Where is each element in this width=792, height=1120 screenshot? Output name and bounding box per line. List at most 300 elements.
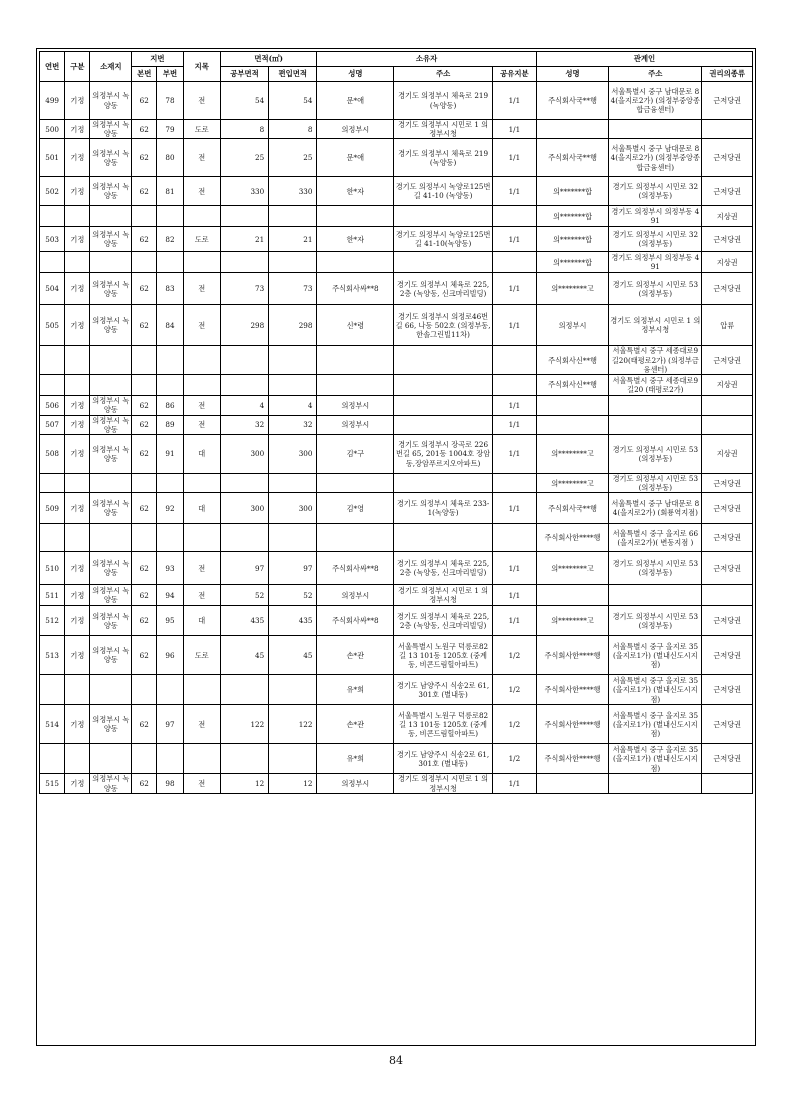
cell-owner-name: 주식회사싸**8 [317,273,394,305]
cell-related-address [609,585,702,606]
cell-related-name: 주식회사국**행 [536,82,608,120]
cell-lot-main [132,375,157,396]
cell-lot-main: 62 [132,774,157,793]
cell-lot-sub [157,524,183,552]
cell-land-category [183,524,220,552]
cell-owner-name: 한*자 [317,177,394,206]
cell-land-category: 전 [183,705,220,744]
cell-area-official: 45 [220,636,268,675]
cell-owner-name: 손*관 [317,705,394,744]
cell-owner-name: 의정부시 [317,585,394,606]
cell-related-address: 서울특별시 중구 남대문로 84(을지로2가) (의정부중앙종합금융센터) [609,139,702,177]
cell-owner-address [394,415,493,434]
cell-no [40,252,65,273]
cell-area-official: 8 [220,120,268,139]
cell-owner-address [394,473,493,492]
cell-related-name: 주식회사신**행 [536,375,608,396]
cell-related-address [609,415,702,434]
cell-owner-address: 경기도 의정부시 체육로 225, 2층 (녹양동, 신크마리빌딩) [394,552,493,585]
cell-lot-sub [157,675,183,705]
cell-lot-sub: 78 [157,82,183,120]
table-row [40,120,753,139]
cell-related-name: 의*******합 [536,177,608,206]
cell-type: 기정 [65,396,90,415]
cell-related-name [536,120,608,139]
cell-owner-name: 김*영 [317,493,394,524]
cell-no [40,375,65,396]
cell-type: 기정 [65,227,90,252]
cell-lot-sub: 89 [157,415,183,434]
cell-owner-share: 1/2 [492,675,536,705]
cell-owner-name [317,524,394,552]
cell-type: 기정 [65,493,90,524]
header-related-address: 주소 [609,67,702,82]
cell-land-category: 전 [183,774,220,793]
cell-owner-address: 서울특별시 노원구 덕릉로82길 13 101동 1205호 (중계동, 비콘드림힐아파트) [394,705,493,744]
table-row [40,227,753,252]
cell-owner-share [492,375,536,396]
cell-related-address [609,396,702,415]
cell-owner-name [317,473,394,492]
cell-related-name: 주식회사한****행 [536,705,608,744]
cell-owner-share [492,346,536,375]
cell-owner-name: 의정부시 [317,396,394,415]
cell-owner-address: 경기도 의정부시 녹양로125번길 41-10 (녹양동) [394,177,493,206]
cell-owner-share: 1/1 [492,415,536,434]
cell-owner-address: 경기도 의정부시 체육로 219(녹양동) [394,139,493,177]
cell-location [90,375,132,396]
cell-lot-sub [157,252,183,273]
cell-type: 기정 [65,434,90,473]
cell-no [40,744,65,774]
cell-area-official: 54 [220,82,268,120]
cell-area-official: 25 [220,139,268,177]
cell-owner-share: 1/1 [492,552,536,585]
cell-right-type [702,415,753,434]
cell-owner-share [492,473,536,492]
table-row [40,346,753,375]
table-row [40,396,753,415]
header-owner-address: 주소 [394,67,493,82]
cell-location: 의정부시 녹양동 [90,227,132,252]
cell-lot-main [132,744,157,774]
cell-no [40,473,65,492]
cell-right-type: 근저당권 [702,524,753,552]
cell-type [65,473,90,492]
cell-related-address: 경기도 의정부시 시민로 53(의정부동) [609,606,702,636]
cell-location: 의정부시 녹양동 [90,552,132,585]
cell-right-type: 지상권 [702,206,753,227]
cell-location [90,524,132,552]
cell-no: 514 [40,705,65,744]
cell-lot-sub: 83 [157,273,183,305]
cell-lot-sub [157,744,183,774]
cell-related-name: 의*******합 [536,227,608,252]
cell-no: 502 [40,177,65,206]
cell-type [65,252,90,273]
cell-area-included [269,524,317,552]
cell-owner-name: 주식회사싸**8 [317,606,394,636]
table-row [40,606,753,636]
cell-right-type: 근저당권 [702,177,753,206]
cell-lot-sub [157,346,183,375]
cell-related-name [536,585,608,606]
table-row [40,139,753,177]
cell-no: 512 [40,606,65,636]
header-area: 면적(㎡) [220,52,317,67]
cell-area-included [269,252,317,273]
cell-type: 기정 [65,636,90,675]
cell-related-name [536,415,608,434]
cell-lot-sub: 92 [157,493,183,524]
cell-land-category [183,473,220,492]
header-lot-sub: 부번 [157,67,183,82]
cell-no: 505 [40,305,65,346]
cell-related-name: 주식회사한****행 [536,524,608,552]
cell-lot-sub: 98 [157,774,183,793]
header-area-official: 공부면적 [220,67,268,82]
cell-related-name: 주식회사국**행 [536,139,608,177]
cell-type: 기정 [65,585,90,606]
cell-no [40,524,65,552]
cell-related-address: 경기도 의정부시 시민로 53(의정부동) [609,273,702,305]
cell-owner-address: 경기도 남양주시 식송2로 61, 301호 (별내동) [394,675,493,705]
cell-related-address: 서울특별시 중구 세종대로9길20(태평로2가) (의정부금융센터) [609,346,702,375]
cell-lot-main: 62 [132,305,157,346]
cell-owner-share [492,252,536,273]
cell-area-included: 45 [269,636,317,675]
cell-lot-sub: 96 [157,636,183,675]
cell-related-address: 경기도 의정부시 시민로 53(의정부동) [609,434,702,473]
cell-type [65,524,90,552]
cell-owner-address: 서울특별시 노원구 덕릉로82길 13 101동 1205호 (중계동, 비콘드림힐아파트) [394,636,493,675]
table-row [40,744,753,774]
cell-owner-share: 1/2 [492,636,536,675]
cell-area-official [220,744,268,774]
table-row [40,82,753,120]
cell-lot-main: 62 [132,273,157,305]
table-row [40,305,753,346]
cell-lot-main: 62 [132,606,157,636]
cell-land-category: 전 [183,585,220,606]
cell-related-name: 주식회사한****행 [536,744,608,774]
cell-owner-share: 1/1 [492,434,536,473]
cell-area-official [220,675,268,705]
cell-no [40,206,65,227]
cell-type [65,744,90,774]
cell-owner-address: 경기도 의정부시 체육로 233-1(녹양동) [394,493,493,524]
cell-related-address: 경기도 의정부시 시민로 32(의정부동) [609,227,702,252]
cell-area-included: 12 [269,774,317,793]
cell-owner-name [317,252,394,273]
table-row [40,585,753,606]
cell-related-address: 서울특별시 중구 을지로 35 (을지로1가) (별내신도시지점) [609,675,702,705]
cell-owner-address: 경기도 의정부시 체육로 225, 2층 (녹양동, 신크마리빌딩) [394,606,493,636]
cell-related-address: 서울특별시 중구 을지로 66 (을지로2가)( 변동지점 ) [609,524,702,552]
cell-related-name: 의********고 [536,273,608,305]
cell-area-included: 4 [269,396,317,415]
cell-location: 의정부시 녹양동 [90,636,132,675]
cell-owner-share: 1/1 [492,774,536,793]
header-lot-main: 본번 [132,67,157,82]
cell-location [90,252,132,273]
table-row [40,473,753,492]
cell-location: 의정부시 녹양동 [90,177,132,206]
cell-area-included: 300 [269,493,317,524]
header-area-included: 편입면적 [269,67,317,82]
cell-no: 506 [40,396,65,415]
cell-owner-name: 의정부시 [317,415,394,434]
cell-right-type: 지상권 [702,252,753,273]
cell-owner-share: 1/1 [492,139,536,177]
cell-related-address: 서울특별시 중구 을지로 35 (을지로1가) (별내신도시지점) [609,744,702,774]
cell-type: 기정 [65,606,90,636]
cell-area-included: 54 [269,82,317,120]
cell-related-address: 서울특별시 중구 남대문로 84(을지로2가) (회룡역지점) [609,493,702,524]
cell-lot-sub: 95 [157,606,183,636]
cell-owner-name: 김*구 [317,434,394,473]
cell-lot-sub: 94 [157,585,183,606]
page-number: 84 [389,1054,403,1067]
cell-right-type [702,120,753,139]
cell-lot-sub: 84 [157,305,183,346]
cell-owner-name: 의정부시 [317,120,394,139]
cell-right-type: 근저당권 [702,346,753,375]
cell-land-category [183,206,220,227]
table-row [40,415,753,434]
cell-lot-main: 62 [132,82,157,120]
cell-no [40,346,65,375]
table-row [40,375,753,396]
cell-area-included: 330 [269,177,317,206]
cell-no: 501 [40,139,65,177]
cell-type: 기정 [65,139,90,177]
cell-area-official [220,473,268,492]
cell-no: 515 [40,774,65,793]
cell-owner-share: 1/1 [492,493,536,524]
header-land-category: 지목 [183,52,220,82]
cell-land-category [183,675,220,705]
cell-owner-address: 경기도 의정부시 의정로46번길 66, 나동 502호 (의정부동, 한솔그린빌11차) [394,305,493,346]
table-row [40,493,753,524]
cell-area-included [269,675,317,705]
cell-related-name [536,396,608,415]
cell-owner-name: 유*희 [317,675,394,705]
cell-area-included: 21 [269,227,317,252]
cell-location: 의정부시 녹양동 [90,705,132,744]
header-owner: 소유자 [317,52,536,67]
header-related-name: 성명 [536,67,608,82]
cell-owner-address [394,346,493,375]
cell-area-included: 97 [269,552,317,585]
cell-related-address: 경기도 의정부시 시민로 32(의정부동) [609,177,702,206]
cell-lot-main: 62 [132,396,157,415]
cell-land-category: 도로 [183,227,220,252]
cell-lot-sub: 80 [157,139,183,177]
cell-lot-main: 62 [132,705,157,744]
cell-area-official [220,346,268,375]
cell-no: 508 [40,434,65,473]
cell-no: 509 [40,493,65,524]
cell-right-type: 근저당권 [702,227,753,252]
cell-area-official: 97 [220,552,268,585]
cell-owner-address [394,206,493,227]
cell-lot-main [132,524,157,552]
cell-owner-share: 1/1 [492,606,536,636]
cell-type: 기정 [65,552,90,585]
cell-owner-name: 주식회사싸**8 [317,552,394,585]
cell-lot-sub: 82 [157,227,183,252]
cell-right-type: 근저당권 [702,606,753,636]
cell-land-category: 전 [183,552,220,585]
cell-owner-address: 경기도 의정부시 녹양로125번길 41-10(녹양동) [394,227,493,252]
cell-owner-address: 경기도 의정부시 장곡로 226번길 65, 201동 1004호 장암동,장암푸르지오아파트) [394,434,493,473]
cell-type: 기정 [65,305,90,346]
cell-right-type: 근저당권 [702,705,753,744]
cell-area-included: 300 [269,434,317,473]
cell-right-type: 근저당권 [702,473,753,492]
cell-related-address: 경기도 의정부시 의정부동 491 [609,206,702,227]
cell-area-official [220,206,268,227]
cell-area-official: 21 [220,227,268,252]
cell-land-category: 전 [183,396,220,415]
cell-land-category: 전 [183,177,220,206]
cell-location: 의정부시 녹양동 [90,139,132,177]
cell-area-included [269,473,317,492]
cell-no: 513 [40,636,65,675]
cell-related-address: 서울특별시 중구 을지로 35 (을지로1가) (별내신도시지점) [609,636,702,675]
cell-related-address: 경기도 의정부시 의정부동 491 [609,252,702,273]
cell-owner-name [317,346,394,375]
table-row [40,675,753,705]
cell-lot-sub: 86 [157,396,183,415]
cell-related-name: 주식회사신**행 [536,346,608,375]
cell-land-category: 도로 [183,636,220,675]
cell-land-category: 전 [183,139,220,177]
cell-land-category: 대 [183,606,220,636]
table-row [40,177,753,206]
cell-owner-share: 1/1 [492,305,536,346]
cell-area-included: 435 [269,606,317,636]
cell-lot-main: 62 [132,177,157,206]
cell-owner-address [394,252,493,273]
cell-type: 기정 [65,273,90,305]
cell-type [65,675,90,705]
cell-location [90,346,132,375]
cell-related-name [536,774,608,793]
cell-related-address: 경기도 의정부시 시민로 53(의정부동) [609,552,702,585]
cell-related-name: 주식회사한****행 [536,675,608,705]
cell-location [90,675,132,705]
cell-related-name: 의********고 [536,473,608,492]
cell-related-name: 주식회사국**행 [536,493,608,524]
cell-owner-address [394,524,493,552]
cell-owner-name: 한*자 [317,227,394,252]
cell-right-type: 근저당권 [702,493,753,524]
cell-owner-name: 문*애 [317,82,394,120]
cell-right-type: 근저당권 [702,675,753,705]
cell-location [90,206,132,227]
cell-land-category: 대 [183,493,220,524]
cell-related-address: 경기도 의정부시 시민로 53(의정부동) [609,473,702,492]
cell-lot-main [132,346,157,375]
cell-owner-address: 경기도 의정부시 시민로 1 의정부시청 [394,585,493,606]
table-row [40,273,753,305]
cell-location: 의정부시 녹양동 [90,305,132,346]
table-row [40,552,753,585]
land-register-table [39,51,753,794]
cell-related-address [609,120,702,139]
cell-right-type [702,396,753,415]
cell-lot-sub: 91 [157,434,183,473]
cell-area-official: 32 [220,415,268,434]
cell-area-included: 8 [269,120,317,139]
cell-type [65,375,90,396]
cell-related-address: 서울특별시 중구 남대문로 84(을지로2가) (의정부중앙종합금융센터) [609,82,702,120]
cell-type: 기정 [65,177,90,206]
cell-location: 의정부시 녹양동 [90,774,132,793]
cell-lot-main: 62 [132,120,157,139]
cell-right-type: 압류 [702,305,753,346]
cell-related-address: 경기도 의정부시 시민로 1 의정부시청 [609,305,702,346]
cell-area-included [269,346,317,375]
cell-type: 기정 [65,120,90,139]
cell-land-category: 전 [183,82,220,120]
cell-area-included: 52 [269,585,317,606]
header-type: 구분 [65,52,90,82]
cell-lot-main [132,206,157,227]
cell-area-included: 122 [269,705,317,744]
cell-lot-sub: 79 [157,120,183,139]
cell-no: 499 [40,82,65,120]
cell-type [65,346,90,375]
cell-area-official: 122 [220,705,268,744]
cell-related-name: 의*******합 [536,206,608,227]
cell-location: 의정부시 녹양동 [90,396,132,415]
cell-owner-name: 유*희 [317,744,394,774]
header-owner-share: 공유지분 [492,67,536,82]
cell-area-official: 12 [220,774,268,793]
cell-lot-main: 62 [132,139,157,177]
cell-right-type [702,774,753,793]
cell-lot-main: 62 [132,493,157,524]
cell-right-type: 근저당권 [702,552,753,585]
cell-land-category [183,346,220,375]
cell-location: 의정부시 녹양동 [90,415,132,434]
table-row [40,252,753,273]
cell-owner-share: 1/1 [492,120,536,139]
cell-type: 기정 [65,82,90,120]
cell-owner-address: 경기도 의정부시 체육로 225, 2층 (녹양동, 신크마리빌딩) [394,273,493,305]
cell-related-name: 의********고 [536,606,608,636]
cell-land-category: 대 [183,434,220,473]
cell-lot-main [132,473,157,492]
cell-land-category [183,252,220,273]
cell-location: 의정부시 녹양동 [90,120,132,139]
cell-no: 503 [40,227,65,252]
cell-right-type: 근저당권 [702,82,753,120]
cell-lot-main [132,252,157,273]
cell-type: 기정 [65,774,90,793]
cell-area-official: 4 [220,396,268,415]
cell-location: 의정부시 녹양동 [90,585,132,606]
cell-related-name: 주식회사한****행 [536,636,608,675]
cell-type: 기정 [65,415,90,434]
cell-area-official: 435 [220,606,268,636]
cell-lot-sub: 93 [157,552,183,585]
cell-area-included: 25 [269,139,317,177]
cell-lot-main: 62 [132,434,157,473]
